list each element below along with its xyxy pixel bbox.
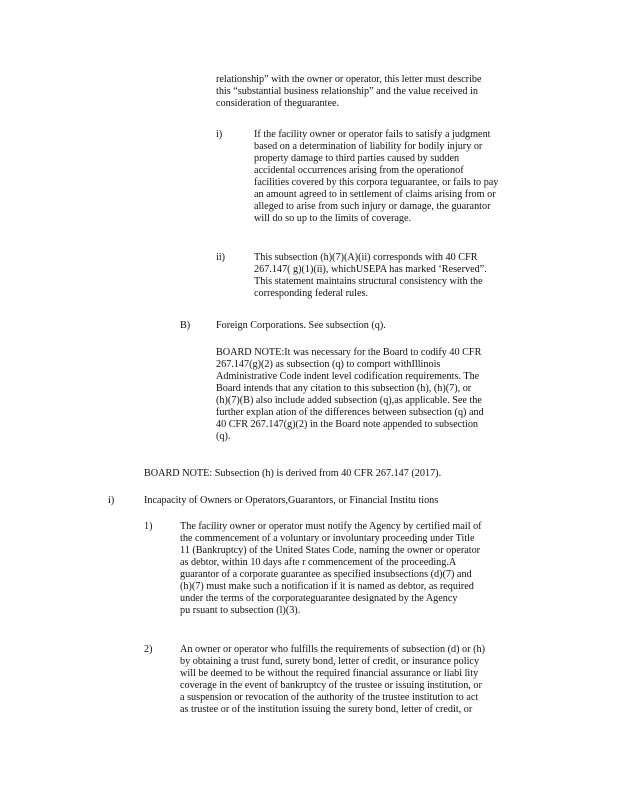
text-line: an amount agreed to in settlement of claims arising from or (254, 189, 496, 200)
text-line: based on a determination of liability for bodily injury or (254, 141, 483, 152)
text-line: Administrative Code indent level codification requirements. The (216, 371, 480, 382)
intro-paragraph (216, 74, 528, 110)
text-line: under the terms of the corporateguarantee designated by the Agency (180, 593, 458, 604)
item-marker-B: B) (180, 320, 191, 331)
text-line: If the facility owner or operator fails to satisfy a judgment (254, 129, 491, 140)
item-1-paragraph (180, 521, 528, 617)
text-line: consideration of theguarantee. (216, 98, 340, 109)
text-line: as trustee or of the institution issuing the surety bond, letter of credit, or (180, 704, 473, 715)
item-marker-2: 2) (144, 644, 153, 655)
text-line: coverage in the event of bankruptcy of the trustee or issuing institution, or (180, 680, 482, 691)
text-line: 11 (Bankruptcy) of the United States Code, naming the owner or operator (180, 545, 481, 556)
text-line: will do so up to the limits of coverage. (254, 213, 412, 224)
item-marker-ii: ii) (216, 252, 226, 263)
text-line: the commencement of a voluntary or involuntary proceeding under Title (180, 533, 475, 544)
text-line: as debtor, within 10 days afte r commencement of the proceeding.A (180, 557, 457, 568)
text-line: will be deemed to be without the required financial assurance or liabi lity (180, 668, 479, 679)
text-line: alleged to arise from such injury or damage, the guarantor (254, 201, 491, 212)
text-line: Board intends that any citation to this subsection (h), (h)(7), or (216, 383, 472, 394)
text-line: further explan ation of the differences between subsection (q) and (216, 407, 484, 418)
text-line: relationship” with the owner or operator, this letter must describe (216, 74, 482, 85)
text-line: Foreign Corporations. See subsection (q). (216, 320, 386, 331)
text-line: property damage to third parties caused by sudden (254, 153, 460, 164)
text-line: accidental occurrences arising from the operationof (254, 165, 464, 176)
text-line: This statement maintains structural consistency with the (254, 276, 483, 287)
section-marker-i: i) (108, 495, 115, 506)
text-line: pu rsuant to subsection (l)(3). (180, 605, 301, 616)
text-line: 267.147( g)(1)(ii), whichUSEPA has marked ‘Reserved”. (254, 264, 487, 275)
text-line: 40 CFR 267.147(g)(2) in the Board note appended to subsection (216, 419, 479, 430)
text-line: facilities covered by this corpora teguarantee, or fails to pay (254, 177, 499, 188)
text-line: Incapacity of Owners or Operators,Guarantors, or Financial Institu tions (144, 495, 439, 506)
item-2-paragraph (180, 644, 528, 716)
text-line: This subsection (h)(7)(A)(ii) corresponds with 40 CFR (254, 252, 478, 263)
item-marker-i: i) (216, 129, 223, 140)
board-note-B (216, 347, 528, 443)
text-line: The facility owner or operator must notify the Agency by certified mail of (180, 521, 482, 532)
text-line: guarantor of a corporate guarantee as specified insubsections (d)(7) and (180, 569, 472, 580)
item-i-paragraph (254, 129, 528, 225)
text-line: this “substantial business relationship” and the value received in (216, 86, 478, 97)
text-line: An owner or operator who fulfills the requirements of subsection (d) or (h) (180, 644, 485, 655)
board-note-h: BOARD NOTE: Subsection (h) is derived from 40 CFR 267.147 (2017). (144, 468, 442, 479)
item-marker-1: 1) (144, 521, 153, 532)
text-line: (h)(7)(B) also include added subsection (q),as applicable. See the (216, 395, 482, 406)
text-line: (h)(7) must make such a notification if it is named as debtor, as required (180, 581, 474, 592)
text-line: BOARD NOTE:It was necessary for the Board to codify 40 CFR (216, 347, 482, 358)
text-line: by obtaining a trust fund, surety bond, letter of credit, or insurance policy (180, 656, 480, 667)
text-line: a suspension or revocation of the authority of the trustee institution to act (180, 692, 479, 703)
text-line: (q). (216, 431, 231, 442)
section-i-heading (144, 495, 528, 507)
text-line: corresponding federal rules. (254, 288, 368, 299)
item-B-heading (216, 320, 528, 332)
text-line: 267.147(g)(2) as subsection (q) to comport withIllinois (216, 359, 441, 370)
item-ii-paragraph (254, 252, 528, 300)
